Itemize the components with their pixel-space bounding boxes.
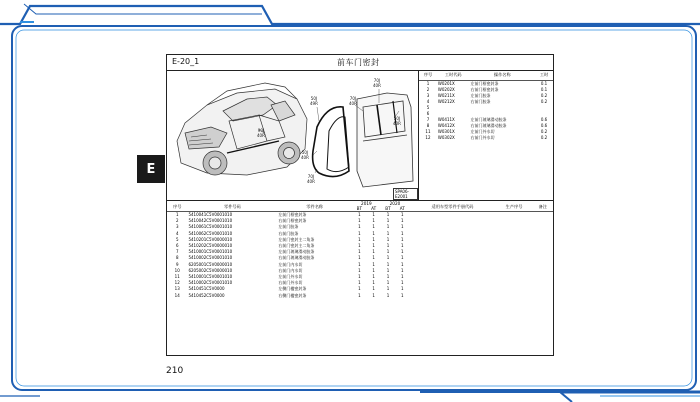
op-no: 5 — [426, 104, 430, 110]
qty-2020-at: 1 — [401, 218, 404, 224]
callout-4: 50J 40R — [393, 116, 401, 126]
qty-2020-at: 1 — [401, 249, 404, 255]
op-header-name: 操作名称 — [469, 71, 535, 80]
part-name: 右前门内水切 — [278, 267, 303, 273]
qty-2019-bt: 1 — [358, 236, 361, 242]
parts-header-no: 序号 — [167, 201, 187, 212]
qty-2020-bt: 1 — [386, 249, 390, 255]
op-row — [419, 135, 553, 141]
parts-header-2019-bt: BT — [352, 206, 367, 212]
part-number: 5410002C5V0001010 — [188, 280, 233, 286]
qty-2019-at: 1 — [372, 267, 375, 273]
qty-2020-at: 1 — [401, 261, 404, 267]
qty-2020-at: 1 — [401, 230, 404, 236]
part-name: 左侧门槛密封条 — [278, 286, 307, 292]
qty-2020-bt: 1 — [386, 274, 390, 280]
qty-2019-at: 1 — [372, 286, 375, 292]
qty-2020-at: 1 — [401, 236, 404, 242]
op-name: 右前门外水切 — [470, 134, 495, 140]
op-hours: 0.1 — [540, 80, 548, 86]
part-number: 5410061C5V0001010 — [188, 224, 233, 230]
figure-id: SPA06-E2001 — [393, 188, 418, 200]
part-number: 5410002C5V0001010 — [188, 255, 233, 261]
part-number: 5410451C5V0000 — [188, 286, 225, 292]
qty-2019-at: 1 — [372, 230, 375, 236]
part-number: 5410042C5V0001010 — [188, 218, 233, 224]
callout-3: 70J 40R — [373, 78, 381, 88]
callout-7: 90J 40R — [257, 128, 265, 138]
part-name: 左前门玻璃滑动胶条 — [278, 249, 315, 255]
op-name: 左前门胶条 — [470, 92, 491, 98]
part-number: 6205002C5V0000010 — [188, 267, 233, 273]
qty-2019-bt: 1 — [358, 292, 361, 298]
part-no: 6 — [175, 243, 179, 249]
qty-2020-bt: 1 — [386, 280, 390, 286]
op-header-code: 工时代码 — [437, 71, 470, 80]
qty-2019-at: 1 — [372, 249, 375, 255]
part-number: 5410001C5V0001010 — [188, 274, 233, 280]
qty-2020-bt: 1 — [386, 292, 390, 298]
callout-6: 70J 40R — [307, 174, 315, 184]
part-number: 5410202C5V0000010 — [188, 243, 233, 249]
part-no: 2 — [175, 218, 179, 224]
parts-header-2020-at: AT — [395, 206, 409, 212]
qty-2020-bt: 1 — [386, 243, 390, 249]
op-hours: 0.1 — [540, 86, 548, 92]
part-name: 左前门外水切 — [278, 274, 303, 280]
parts-header-2019-at: AT — [367, 206, 381, 212]
qty-2019-at: 1 — [372, 280, 375, 286]
qty-2020-at: 1 — [401, 280, 404, 286]
part-no: 3 — [175, 224, 179, 230]
sheet-title: 前车门密封 — [337, 58, 380, 67]
qty-2020-at: 1 — [401, 267, 404, 273]
op-hours: 0.2 — [540, 92, 548, 98]
qty-2020-bt: 1 — [386, 230, 390, 236]
part-name: 右前门外水切 — [278, 280, 303, 286]
qty-2020-bt: 1 — [386, 286, 390, 292]
part-name: 右前门框密封条 — [278, 218, 307, 224]
qty-2019-at: 1 — [372, 212, 375, 217]
qty-2020-bt: 1 — [386, 212, 390, 217]
op-no: 11 — [425, 128, 431, 134]
sheet-header — [167, 55, 553, 71]
part-name: 右前门玻璃滑动胶条 — [278, 255, 315, 261]
qty-2020-at: 1 — [401, 255, 404, 261]
sheet-code: E-20_1 — [172, 57, 200, 66]
op-hours: 0.2 — [540, 128, 548, 134]
op-no: 6 — [426, 110, 430, 116]
part-no: 14 — [174, 292, 180, 298]
op-code: W0201X — [437, 80, 455, 86]
parts-header-model-code: 适用车型零件手册代码 — [409, 201, 495, 212]
exploded-illustration — [167, 71, 419, 200]
op-name: 右前门胶条 — [470, 98, 491, 104]
labor-operations-table — [419, 71, 553, 141]
op-no: 4 — [426, 98, 430, 104]
qty-2020-bt: 1 — [386, 267, 390, 273]
parts-sheet — [166, 54, 554, 356]
qty-2019-bt: 1 — [358, 255, 361, 261]
op-header-hours: 工时 — [535, 71, 553, 80]
section-tab: E — [137, 155, 165, 183]
qty-2019-at: 1 — [372, 255, 375, 261]
parts-header-2019: 2019 — [361, 201, 372, 206]
upper-section — [167, 71, 553, 201]
parts-list-table — [167, 201, 553, 299]
car-door-seal-drawing — [167, 71, 418, 200]
qty-2020-at: 1 — [401, 224, 404, 230]
parts-header-2020-bt: BT — [381, 206, 396, 212]
qty-2020-bt: 1 — [386, 236, 390, 242]
op-hours: 0.2 — [540, 134, 548, 140]
op-no: 8 — [426, 122, 430, 128]
op-code: W0301X — [437, 128, 455, 134]
qty-2020-at: 1 — [401, 286, 404, 292]
part-number: 5410452C5V0000 — [188, 292, 225, 298]
part-number: 6205001C5V0000010 — [188, 261, 233, 267]
qty-2019-at: 1 — [372, 292, 375, 298]
qty-2019-at: 1 — [372, 218, 375, 224]
op-no: 3 — [426, 92, 430, 98]
table-row — [167, 212, 553, 219]
parts-header-remark: 备注 — [533, 201, 553, 212]
op-code: W0411X — [437, 116, 455, 122]
callout-5: 50J 40R — [301, 150, 309, 160]
op-name: 左前门框密封条 — [470, 80, 499, 86]
op-code: W0202X — [437, 86, 455, 92]
op-no: 2 — [426, 86, 430, 92]
op-header-no: 序号 — [419, 71, 437, 80]
op-code: W0212X — [437, 98, 455, 104]
qty-2019-bt: 1 — [358, 280, 361, 286]
op-no: 1 — [426, 80, 430, 86]
qty-2020-bt: 1 — [386, 255, 390, 261]
table-row — [167, 293, 553, 299]
part-name: 左前门胶条 — [278, 224, 299, 230]
part-no: 8 — [175, 255, 179, 261]
part-name: 右侧门槛密封条 — [278, 292, 307, 298]
op-name: 左前门外水切 — [470, 128, 495, 134]
op-code: W0302X — [437, 134, 455, 140]
serial-no — [496, 293, 533, 299]
part-name: 右前门密封主二角条 — [278, 243, 315, 249]
op-name: 右前门框密封条 — [470, 86, 499, 92]
op-hours: 0.6 — [540, 122, 548, 128]
op-hours: 0.2 — [540, 98, 548, 104]
page-number: 210 — [166, 366, 184, 376]
qty-2019-bt: 1 — [358, 224, 361, 230]
remark — [533, 212, 553, 219]
qty-2020-bt: 1 — [386, 261, 390, 267]
part-name: 左前门框密封条 — [278, 212, 307, 217]
qty-2020-bt: 1 — [386, 224, 390, 230]
op-hours: 0.6 — [540, 116, 548, 122]
part-number: 5410001C5V0001010 — [188, 249, 233, 255]
op-name: 右前门玻璃滑动胶条 — [470, 122, 507, 128]
op-name: 左前门玻璃滑动胶条 — [470, 116, 507, 122]
op-no: 12 — [425, 134, 431, 140]
qty-2020-at: 1 — [401, 274, 404, 280]
serial-no — [496, 212, 533, 219]
qty-2019-at: 1 — [372, 236, 375, 242]
qty-2019-at: 1 — [372, 261, 375, 267]
qty-2019-at: 1 — [372, 224, 375, 230]
callout-2: 70J 40R — [349, 96, 357, 106]
part-no: 10 — [174, 267, 180, 273]
parts-header-number: 零件号码 — [187, 201, 277, 212]
qty-2019-bt: 1 — [358, 267, 361, 273]
part-no: 12 — [174, 280, 180, 286]
qty-2019-bt: 1 — [358, 212, 361, 217]
part-number: 5410201C5V0000010 — [188, 236, 233, 242]
parts-header-2020: 2020 — [389, 201, 401, 206]
qty-2019-at: 1 — [372, 274, 375, 280]
qty-2019-bt: 1 — [358, 243, 361, 249]
part-name: 左前门内水切 — [278, 261, 303, 267]
parts-header-name: 零件名称 — [277, 201, 352, 212]
qty-2020-bt: 1 — [386, 218, 390, 224]
qty-2019-bt: 1 — [358, 286, 361, 292]
op-no: 7 — [426, 116, 430, 122]
qty-2020-at: 1 — [401, 212, 404, 217]
qty-2019-at: 1 — [372, 243, 375, 249]
remark — [533, 293, 553, 299]
qty-2019-bt: 1 — [358, 274, 361, 280]
op-code: W0412X — [437, 122, 455, 128]
qty-2019-bt: 1 — [358, 218, 361, 224]
part-no: 4 — [175, 230, 179, 236]
part-no: 11 — [174, 274, 180, 280]
part-no: 5 — [175, 236, 179, 242]
part-number: 5410041C5V0001010 — [188, 212, 233, 217]
part-number: 5410062C5V0001010 — [188, 230, 233, 236]
callout-1: 50J 49R — [310, 96, 318, 106]
op-code: W0211X — [437, 92, 455, 98]
part-no: 7 — [175, 249, 179, 255]
part-name: 左前门密封主二角条 — [278, 236, 315, 242]
qty-2020-at: 1 — [401, 292, 404, 298]
part-name: 右前门胶条 — [278, 230, 299, 236]
parts-header-serial: 生产序号 — [496, 201, 533, 212]
part-no: 1 — [175, 212, 179, 217]
qty-2020-at: 1 — [401, 243, 404, 249]
part-no: 9 — [175, 261, 179, 267]
model-code — [409, 212, 495, 219]
model-code — [409, 293, 495, 299]
qty-2019-bt: 1 — [358, 249, 361, 255]
qty-2019-bt: 1 — [358, 230, 361, 236]
qty-2019-bt: 1 — [358, 261, 361, 267]
part-no: 13 — [174, 286, 180, 292]
